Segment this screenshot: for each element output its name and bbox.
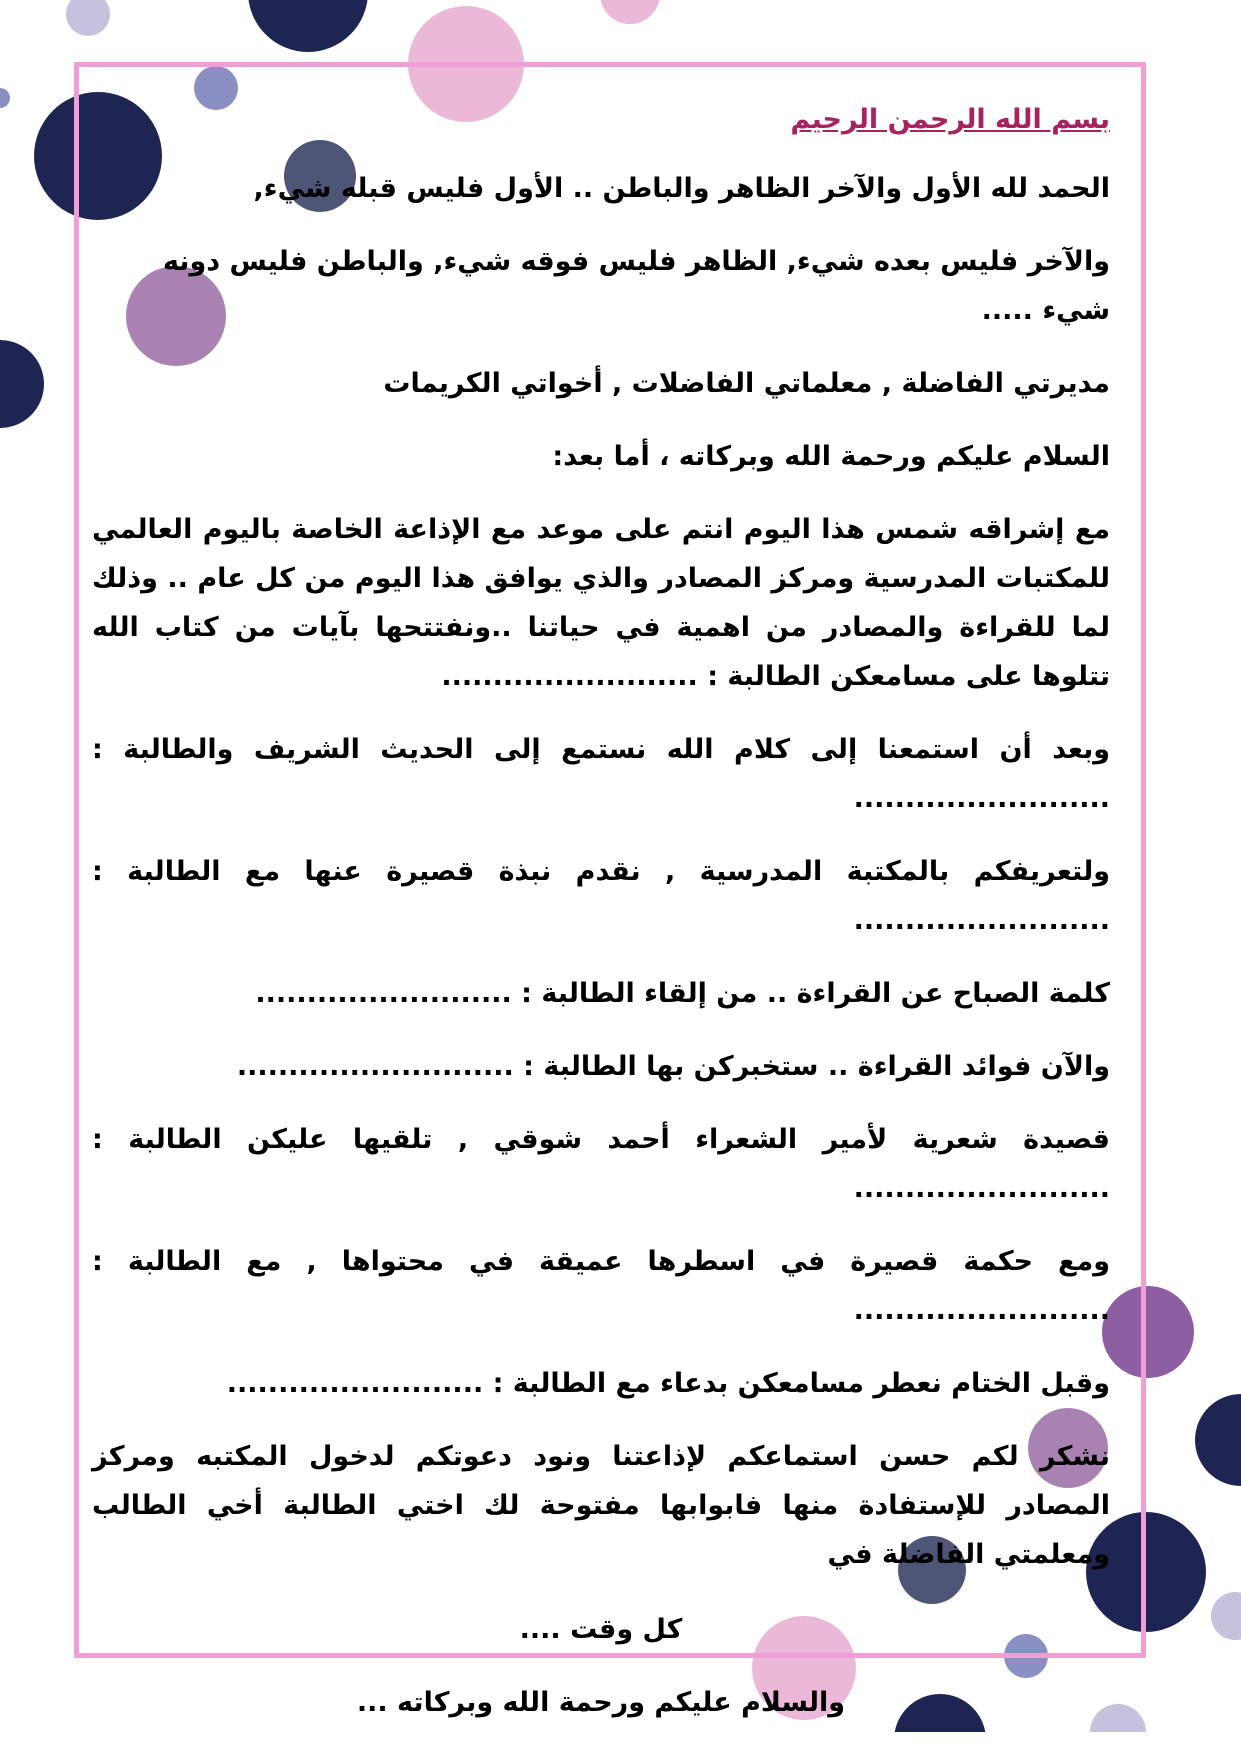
dot xyxy=(1211,1592,1241,1640)
broadcast-script xyxy=(92,100,1110,1751)
dot xyxy=(0,88,10,108)
paragraph-morning-word: كلمة الصباح عن القراءة .. من إلقاء الطالبة : ......................... xyxy=(255,978,1110,1009)
paragraph-intro: مع إشراقه شمس هذا اليوم انتم على موعد مع الإذاعة الخاصة باليوم العالمي للمكتبات المدرسية ومركز المصادر والذي يوافق هذا اليوم من كل عام .. وذلك لما للقراءة والمصادر من اهمية في حياتنا ..ونفتتحها بآيات من كتاب الله تتلوها على مسامعكن الطالبة : ......................... xyxy=(92,514,1110,692)
paragraph-library-intro: ولتعريفكم بالمكتبة المدرسية , نقدم نبذة قصيرة عنها مع الطالبة : ......................... xyxy=(92,856,1110,936)
paragraph-greeting-audience: مديرتي الفاضلة , معلماتي الفاضلات , أخواتي الكريمات xyxy=(383,368,1110,399)
paragraph-salam: السلام عليكم ورحمة الله وبركاته ، أما بعد: xyxy=(552,441,1110,472)
dot xyxy=(0,340,44,428)
paragraph-praise-2: والآخر فليس بعده شيء, الظاهر فليس فوقه شيء, والباطن فليس دونه شيء ..... xyxy=(162,246,1110,326)
closing-line: كل وقت .... xyxy=(519,1614,683,1645)
paragraph-wisdom: ومع حكمة قصيرة في اسطرها عميقة في محتواها , مع الطالبة : ......................... xyxy=(92,1246,1110,1326)
paragraph-reading-benefits: والآن فوائد القراءة .. ستخبركن بها الطالبة : ........................... xyxy=(236,1051,1110,1082)
farewell-line: والسلام عليكم ورحمة الله وبركاته ... xyxy=(356,1687,846,1718)
paragraph-thanks: نشكر لكم حسن استماعكم لإذاعتنا ونود دعوتكم لدخول المكتبه ومركز المصادر للإستفادة منها فابوابها مفتوحة لك اختي الطالبة أخي الطالب ومعلمتي الفاضلة في xyxy=(92,1441,1110,1570)
dot xyxy=(600,0,660,24)
dot xyxy=(248,0,368,52)
basmala-heading: بسم الله الرحمن الرحيم xyxy=(790,104,1110,135)
dot xyxy=(66,0,110,36)
paragraph-prayer: وقبل الختام نعطر مسامعكن بدعاء مع الطالبة : ......................... xyxy=(226,1368,1110,1399)
paragraph-praise-1: الحمد لله الأول والآخر الظاهر والباطن .. الأول فليس قبله شيء, xyxy=(253,173,1110,204)
paragraph-poem: قصيدة شعرية لأمير الشعراء أحمد شوقي , تلقيها عليكن الطالبة : ......................... xyxy=(92,1124,1110,1204)
paragraph-hadith: وبعد أن استمعنا إلى كلام الله نستمع إلى الحديث الشريف والطالبة : ......................... xyxy=(92,734,1110,814)
dot xyxy=(1195,1394,1241,1486)
